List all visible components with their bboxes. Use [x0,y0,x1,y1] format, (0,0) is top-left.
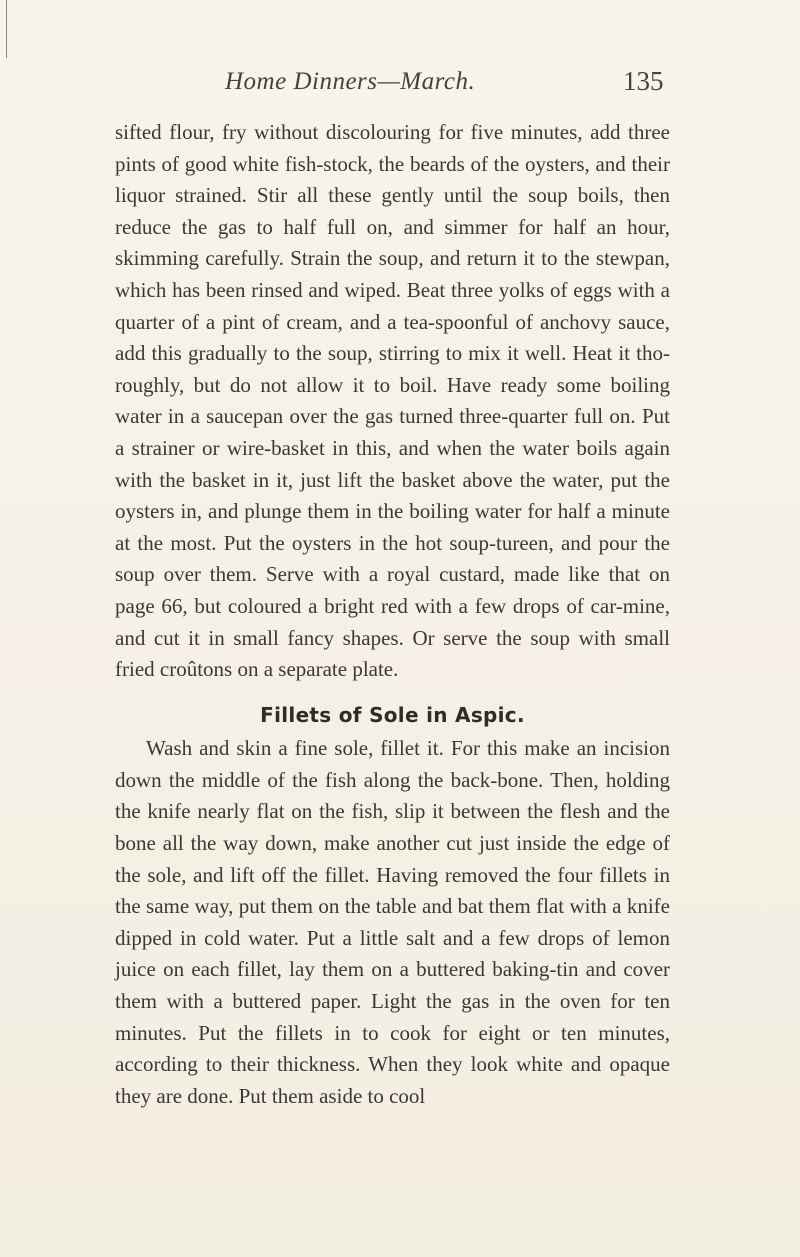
page-edge-line [6,0,7,58]
recipe-heading: Fillets of Sole in Aspic. [260,702,525,727]
running-title: Home Dinners—March. [225,68,476,95]
paragraph-soup-method: sifted flour, fry without discolouring for five minutes, add three pints of good white fish-stock, the beards of the oysters, and their liquor strained. Stir all these gently until the soup boils, then reduce the gas to half full on, and simmer for half an hour, skimming carefully. Strain the soup, and return it to the stewpan, which has been rinsed and wiped. Beat three yolks of eggs with a quarter of a pint of cream, and a tea-spoonful of anchovy sauce, add this gradually to the soup, stirring to mix it well. Heat it tho-roughly, but do not allow it to boil. Have ready some boiling water in a saucepan over the gas turned three-quarter full on. Put a strainer or wire-basket in this, and when the water boils again with the basket in it, just lift the basket above the water, put the oysters in, and plunge them in the boiling water for half a minute at the most. Put the oysters in the hot soup-tureen, and pour the soup over them. Serve with a royal custard, made like that on page 66, but coloured a bright red with a few drops of car-mine, and cut it in small fancy shapes. Or serve the soup with small fried croûtons on a separate plate. [115,120,670,682]
page-number: 135 [623,66,664,96]
running-head [0,68,800,108]
paragraph-fillets-method: Wash and skin a fine sole, fillet it. For this make an incision down the middle of the fish along the back-bone. Then, holding the knife nearly flat on the fish, slip it between the flesh and the bone all the way down, make another cut just inside the edge of the sole, and lift off the fillet. Having removed the four fillets in the same way, put them on the table and bat them flat with a knife dipped in cold water. Put a little salt and a few drops of lemon juice on each fillet, lay them on a buttered baking-tin and cover them with a buttered paper. Light the gas in the oven for ten minutes. Put the fillets in to cook for eight or ten minutes, according to their thickness. When they look white and opaque they are done. Put them aside to cool [115,736,670,1108]
body-text [115,117,670,1112]
